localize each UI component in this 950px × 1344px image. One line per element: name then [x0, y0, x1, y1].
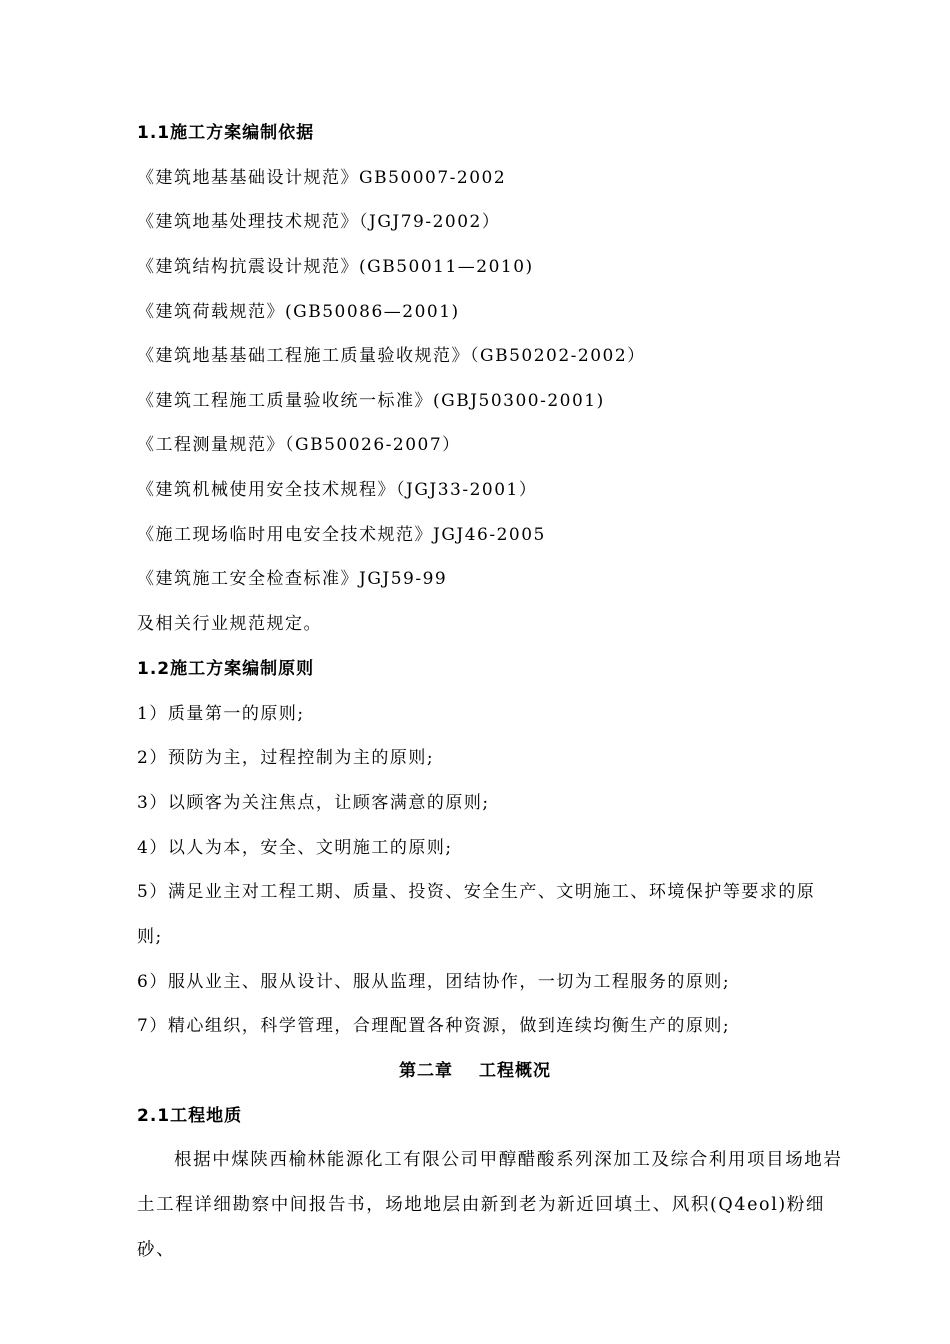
reference-item: 《建筑工程施工质量验收统一标准》(GBJ50300-2001): [137, 391, 605, 411]
principle-item: 6）服从业主、服从设计、服从监理，团结协作，一切为工程服务的原则;: [137, 972, 731, 992]
reference-item: 《建筑施工安全检查标准》JGJ59-99: [137, 569, 448, 589]
reference-item: 《建筑机械使用安全技术规程》（JGJ33-2001）: [137, 480, 538, 500]
chapter-heading: [0, 1060, 950, 1082]
reference-item: 《工程测量规范》（GB50026-2007）: [137, 435, 461, 455]
section-2-1-title: 2.1工程地质: [137, 1106, 243, 1126]
principle-item: 3）以顾客为关注焦点，让顾客满意的原则;: [137, 793, 490, 813]
principle-item: 4）以人为本，安全、文明施工的原则;: [137, 838, 453, 858]
principle-item: 7）精心组织，科学管理，合理配置各种资源，做到连续均衡生产的原则;: [137, 1016, 731, 1036]
section-1-1-title: 1.1施工方案编制依据: [137, 123, 315, 143]
reference-item: 《施工现场临时用电安全技术规范》JGJ46-2005: [137, 525, 546, 545]
section-1-2-title: 1.2施工方案编制原则: [137, 659, 315, 679]
principle-item-continued: 则;: [137, 927, 163, 947]
principle-item: 5）满足业主对工程工期、质量、投资、安全生产、文明施工、环境保护等要求的原: [137, 882, 816, 902]
principle-item: 2）预防为主，过程控制为主的原则;: [137, 748, 435, 768]
principle-item: 1）质量第一的原则;: [137, 704, 305, 724]
reference-item: 《建筑地基基础工程施工质量验收规范》（GB50202-2002）: [137, 346, 646, 366]
reference-item: 《建筑结构抗震设计规范》(GB50011—2010): [137, 257, 534, 277]
references-closing: 及相关行业规范规定。: [137, 614, 322, 634]
chapter-title: 工程概况: [479, 1061, 551, 1081]
reference-item: 《建筑地基基础设计规范》GB50007-2002: [137, 168, 507, 188]
chapter-number: 第二章: [399, 1061, 453, 1081]
reference-item: 《建筑地基处理技术规范》（JGJ79-2002）: [137, 212, 501, 232]
geology-paragraph: 根据中煤陕西榆林能源化工有限公司甲醇醋酸系列深加工及综合利用项目场地岩土工程详细勘察中间报告书，场地地层由新到老为新近回填土、风积(Q4eol)粉细砂、: [137, 1150, 843, 1260]
reference-item: 《建筑荷载规范》(GB50086—2001): [137, 302, 460, 322]
